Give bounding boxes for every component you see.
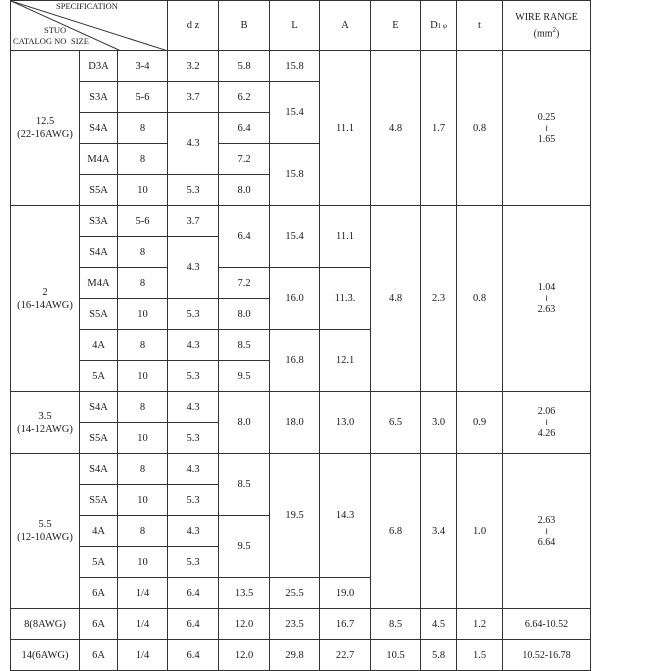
e-value: 6.8 bbox=[371, 454, 421, 609]
t-value: 1.0 bbox=[457, 454, 503, 609]
stud-type: S3A bbox=[80, 82, 118, 113]
a-value: 11.1 bbox=[320, 206, 371, 268]
stud-type: 4A bbox=[80, 330, 118, 361]
stud-size: 8 bbox=[118, 237, 168, 268]
table-row bbox=[11, 454, 591, 485]
stud-type: S4A bbox=[80, 237, 118, 268]
stud-type: S5A bbox=[80, 175, 118, 206]
b-value: 7.2 bbox=[219, 268, 270, 299]
catalog-cell: 8(8AWG) bbox=[11, 609, 80, 640]
l-value: 16.8 bbox=[270, 330, 320, 392]
catalog-cell bbox=[11, 454, 80, 609]
wire-range-from: 0.25 bbox=[537, 111, 556, 123]
b-value: 13.5 bbox=[219, 578, 270, 609]
b-value: 8.5 bbox=[219, 454, 270, 516]
t-value: 0.8 bbox=[457, 206, 503, 392]
dz-value: 3.7 bbox=[168, 206, 219, 237]
stud-type: 6A bbox=[80, 609, 118, 640]
dz-value: 5.3 bbox=[168, 299, 219, 330]
wire-range-exp: 2 bbox=[552, 25, 557, 34]
d1-value: 1.7 bbox=[421, 51, 457, 206]
catalog-cell bbox=[11, 392, 80, 454]
dz-value: 6.4 bbox=[168, 640, 219, 671]
stud-size: 8 bbox=[118, 516, 168, 547]
stud-type: S3A bbox=[80, 206, 118, 237]
l-value: 16.0 bbox=[270, 268, 320, 330]
table-row bbox=[11, 640, 591, 671]
l-value: 15.4 bbox=[270, 82, 320, 144]
wire-range-value bbox=[503, 206, 591, 392]
l-value: 18.0 bbox=[270, 392, 320, 454]
stud-size: 5-6 bbox=[118, 206, 168, 237]
stud-type: S4A bbox=[80, 113, 118, 144]
stud-type: S5A bbox=[80, 299, 118, 330]
stud-label: STUO bbox=[44, 25, 67, 35]
dz-header: d z bbox=[168, 1, 219, 51]
stud-size: 1/4 bbox=[118, 609, 168, 640]
d1-value: 3.4 bbox=[421, 454, 457, 609]
catalog-no: 5.5 bbox=[38, 519, 52, 530]
dz-value: 4.3 bbox=[168, 113, 219, 175]
stud-type: S4A bbox=[80, 392, 118, 423]
dz-value: 3.2 bbox=[168, 51, 219, 82]
b-value: 8.0 bbox=[219, 299, 270, 330]
catalog-cell bbox=[11, 51, 80, 206]
diagonal-header-cell bbox=[11, 1, 168, 51]
b-value: 7.2 bbox=[219, 144, 270, 175]
catalog-cell bbox=[11, 206, 80, 392]
a-value: 14.3 bbox=[320, 454, 371, 578]
dz-value: 4.3 bbox=[168, 392, 219, 423]
stud-type: 5A bbox=[80, 361, 118, 392]
d1-header bbox=[421, 1, 457, 51]
dz-value: 3.7 bbox=[168, 82, 219, 113]
stud-type: 4A bbox=[80, 516, 118, 547]
catalog-awg: (14-12AWG) bbox=[17, 423, 73, 435]
b-value: 6.2 bbox=[219, 82, 270, 113]
catalog-awg: (22-16AWG) bbox=[17, 129, 73, 140]
b-value: 6.4 bbox=[219, 113, 270, 144]
stud-size: 8 bbox=[118, 454, 168, 485]
wire-range-to: 4.26 bbox=[537, 428, 556, 439]
wire-range-value bbox=[503, 392, 591, 454]
l-value: 23.5 bbox=[270, 609, 320, 640]
dz-value: 5.3 bbox=[168, 175, 219, 206]
e-value: 10.5 bbox=[371, 640, 421, 671]
stud-size: 8 bbox=[118, 113, 168, 144]
a-value: 11.1 bbox=[320, 51, 371, 206]
wire-range-tilde: ≀ bbox=[544, 122, 549, 133]
header-row bbox=[11, 1, 591, 51]
catalog-no: 12.5 bbox=[35, 116, 55, 127]
stud-type: D3A bbox=[80, 51, 118, 82]
d1-header-main: D bbox=[430, 19, 438, 31]
catalog-no-label: CATALOG NO bbox=[13, 36, 67, 46]
t-value: 0.9 bbox=[457, 392, 503, 454]
table-row bbox=[11, 51, 591, 82]
stud-size: 5-6 bbox=[118, 82, 168, 113]
wire-range-from: 2.06 bbox=[537, 406, 556, 417]
b-value: 8.5 bbox=[219, 330, 270, 361]
b-value: 8.0 bbox=[219, 175, 270, 206]
d1-value: 4.5 bbox=[421, 609, 457, 640]
wire-range-value bbox=[503, 454, 591, 609]
wire-range-to: 1.65 bbox=[537, 133, 556, 145]
e-value: 8.5 bbox=[371, 609, 421, 640]
table-row bbox=[11, 609, 591, 640]
t-value: 1.5 bbox=[457, 640, 503, 671]
e-value: 4.8 bbox=[371, 51, 421, 206]
wire-range-close: ) bbox=[556, 28, 560, 40]
l-value: 19.5 bbox=[270, 454, 320, 578]
stud-size: 3-4 bbox=[118, 51, 168, 82]
b-value: 9.5 bbox=[219, 516, 270, 578]
catalog-no: 3.5 bbox=[38, 410, 52, 422]
d1-value: 5.8 bbox=[421, 640, 457, 671]
wire-range-from: 2.63 bbox=[537, 514, 556, 526]
dz-value: 4.3 bbox=[168, 330, 219, 361]
stud-size: 10 bbox=[118, 547, 168, 578]
table-row bbox=[11, 392, 591, 423]
l-header: L bbox=[270, 1, 320, 51]
d1-value: 3.0 bbox=[421, 392, 457, 454]
dz-value: 4.3 bbox=[168, 237, 219, 299]
wire-range-to: 2.63 bbox=[537, 304, 556, 315]
dz-value: 5.3 bbox=[168, 361, 219, 392]
wire-range-from: 1.04 bbox=[537, 282, 556, 293]
dz-value: 5.3 bbox=[168, 485, 219, 516]
dz-value: 5.3 bbox=[168, 547, 219, 578]
t-value: 1.2 bbox=[457, 609, 503, 640]
stud-size: 8 bbox=[118, 392, 168, 423]
wire-range-tilde: ≀ bbox=[544, 293, 549, 303]
catalog-awg: (12-10AWG) bbox=[17, 532, 73, 543]
l-value: 29.8 bbox=[270, 640, 320, 671]
wire-range-value: 10.52-16.78 bbox=[503, 640, 591, 671]
a-value: 19.0 bbox=[320, 578, 371, 609]
stud-type: M4A bbox=[80, 144, 118, 175]
b-value: 12.0 bbox=[219, 640, 270, 671]
specification-label: SPECIFICATION bbox=[56, 1, 118, 11]
wire-range-unit: (mm bbox=[533, 28, 553, 40]
a-value: 11.3. bbox=[320, 268, 371, 330]
b-value: 6.4 bbox=[219, 206, 270, 268]
stud-type: M4A bbox=[80, 268, 118, 299]
specification-table bbox=[10, 0, 591, 671]
l-value: 15.8 bbox=[270, 144, 320, 206]
stud-size: 10 bbox=[118, 485, 168, 516]
stud-type: 6A bbox=[80, 578, 118, 609]
e-value: 4.8 bbox=[371, 206, 421, 392]
a-value: 16.7 bbox=[320, 609, 371, 640]
d1-value: 2.3 bbox=[421, 206, 457, 392]
stud-size: 1/4 bbox=[118, 640, 168, 671]
stud-type: S5A bbox=[80, 485, 118, 516]
l-value: 25.5 bbox=[270, 578, 320, 609]
dz-value: 6.4 bbox=[168, 578, 219, 609]
stud-size: 1/4 bbox=[118, 578, 168, 609]
stud-size: 10 bbox=[118, 175, 168, 206]
a-value: 22.7 bbox=[320, 640, 371, 671]
stud-size: 10 bbox=[118, 361, 168, 392]
stud-type: 5A bbox=[80, 547, 118, 578]
dz-value: 4.3 bbox=[168, 454, 219, 485]
stud-size: 8 bbox=[118, 268, 168, 299]
wire-range-to: 6.64 bbox=[537, 536, 556, 548]
stud-size: 8 bbox=[118, 144, 168, 175]
wire-range-value: 6.64-10.52 bbox=[503, 609, 591, 640]
b-value: 5.8 bbox=[219, 51, 270, 82]
e-value: 6.5 bbox=[371, 392, 421, 454]
stud-type: S5A bbox=[80, 423, 118, 454]
catalog-awg: (16-14AWG) bbox=[17, 299, 73, 311]
table-row bbox=[11, 206, 591, 237]
d1-header-sub: 1 φ bbox=[437, 21, 447, 30]
wire-range-tilde: ≀ bbox=[544, 525, 549, 536]
a-value: 13.0 bbox=[320, 392, 371, 454]
stud-size: 10 bbox=[118, 299, 168, 330]
t-value: 0.8 bbox=[457, 51, 503, 206]
b-header: B bbox=[219, 1, 270, 51]
dz-value: 6.4 bbox=[168, 609, 219, 640]
a-value: 12.1 bbox=[320, 330, 371, 392]
stud-type: 6A bbox=[80, 640, 118, 671]
stud-size: 8 bbox=[118, 330, 168, 361]
wire-range-tilde: ≀ bbox=[544, 417, 549, 427]
b-value: 9.5 bbox=[219, 361, 270, 392]
b-value: 8.0 bbox=[219, 392, 270, 454]
wire-range-title: WIRE RANGE bbox=[515, 11, 578, 23]
b-value: 12.0 bbox=[219, 609, 270, 640]
l-value: 15.4 bbox=[270, 206, 320, 268]
size-label: SIZE bbox=[71, 36, 89, 46]
stud-type: S4A bbox=[80, 454, 118, 485]
wire-range-value bbox=[503, 51, 591, 206]
t-header: t bbox=[457, 1, 503, 51]
l-value: 15.8 bbox=[270, 51, 320, 82]
dz-value: 4.3 bbox=[168, 516, 219, 547]
catalog-cell: 14(6AWG) bbox=[11, 640, 80, 671]
a-header: A bbox=[320, 1, 371, 51]
dz-value: 5.3 bbox=[168, 423, 219, 454]
stud-size: 10 bbox=[118, 423, 168, 454]
catalog-no: 2 bbox=[42, 286, 48, 298]
wire-range-header bbox=[503, 1, 591, 51]
e-header: E bbox=[371, 1, 421, 51]
